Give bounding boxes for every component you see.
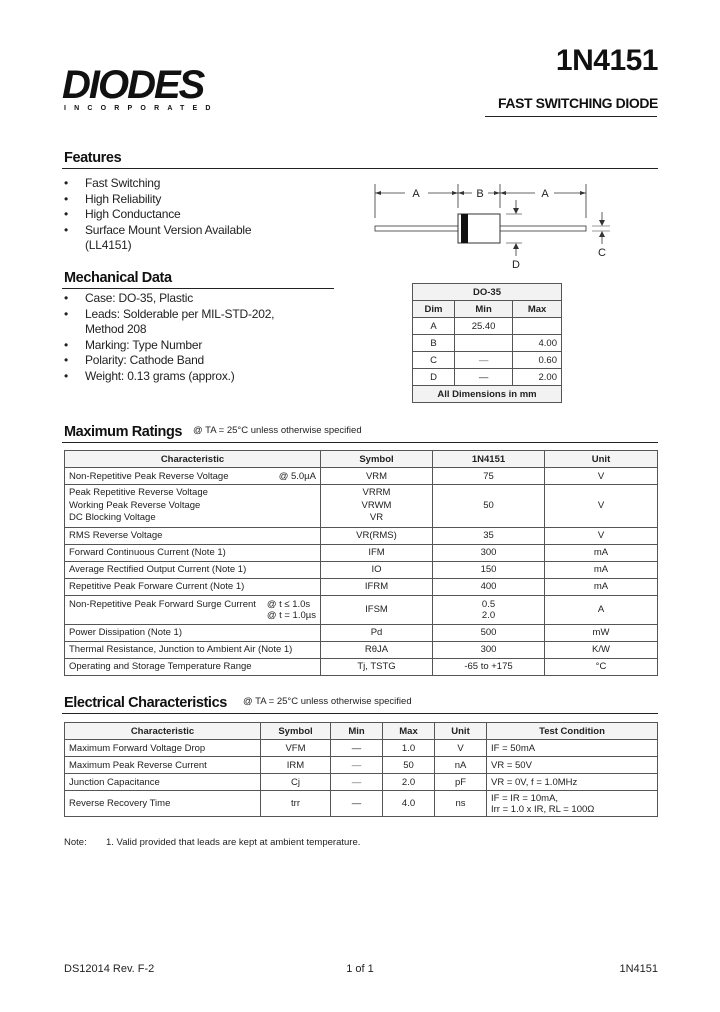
ec-max: 50 [383,757,435,774]
dim-cell: — [455,352,513,369]
dimensions-header: Min [455,301,513,318]
ec-max: 4.0 [383,791,435,817]
mechanical-list [64,291,334,384]
mr-symbol: VRM [321,468,433,485]
dimensions-package: DO-35 [413,284,562,301]
features-rule [62,168,658,169]
table-row [65,578,658,595]
mr-char: Thermal Resistance, Junction to Ambient Air (Note 1) [65,641,321,658]
dim-label-a-left: A [412,188,420,200]
mr-unit: mW [545,624,658,641]
table-row [413,335,562,352]
ec-condition: VR = 0V, f = 1.0MHz [487,774,658,791]
ec-condition: Irr = 1.0 x IR, RL = 100Ω [491,803,595,815]
ec-min: — [331,791,383,817]
table-row [65,624,658,641]
dim-label-c: C [598,247,606,259]
ec-unit: ns [435,791,487,817]
mr-char: Peak Repetitive Reverse Voltage [69,487,208,498]
logo-graphic [62,64,227,114]
dim-cell: — [455,369,513,386]
table-row [65,641,658,658]
ec-condition: IF = 50mA [487,740,658,757]
ec-condition: VR = 50V [487,757,658,774]
mr-cond-group [267,599,316,621]
ec-char: Junction Capacitance [65,774,261,791]
mr-symbol: Tj, TSTG [321,658,433,675]
footer-page: 1 of 1 [346,963,374,975]
dim-cell: 2.00 [513,369,562,386]
mr-char: Repetitive Peak Forware Current (Note 1) [65,578,321,595]
mr-unit: mA [545,544,658,561]
mr-cond: @ t ≤ 1.0s [266,598,311,610]
table-row [65,468,658,485]
ec-min: — [331,757,383,774]
dim-cell: 4.00 [513,335,562,352]
ec-unit: V [435,740,487,757]
mr-char-cell [65,468,321,485]
table-row [65,740,658,757]
max-ratings-table [64,450,658,676]
mr-char: Operating and Storage Temperature Range [65,658,321,675]
package-diagram [360,178,620,268]
dim-cell: C [413,352,455,369]
mechanical-item: • Marking: Type Number [64,338,334,354]
dim-cell [455,335,513,352]
mr-symbol: IFM [321,544,433,561]
mr-symbol: VR(RMS) [321,527,433,544]
ec-symbol: trr [261,791,331,817]
mr-value: -65 to +175 [433,658,545,675]
ec-condition: IF = IR = 10mA, [491,792,559,804]
electrical-condition: @ TA = 25°C unless otherwise specified [243,696,412,707]
mr-char: DC Blocking Voltage [69,512,156,523]
dim-label-b: B [476,188,484,200]
header-rule [485,116,657,117]
mr-char-cell [65,485,321,528]
table-row [65,658,658,675]
ec-condition-cell [487,791,658,817]
dim-cell: 0.60 [513,352,562,369]
ec-unit: nA [435,757,487,774]
feature-item: • High Reliability [64,192,334,208]
table-row [65,561,658,578]
device-subtitle: FAST SWITCHING DIODE [497,95,658,111]
table-row [65,774,658,791]
ec-header: Symbol [261,723,331,740]
mr-char: Non-Repetitive Peak Reverse Voltage [69,470,229,482]
mr-unit: °C [545,658,658,675]
mr-symbol: VR [369,512,384,523]
ec-max: 1.0 [383,740,435,757]
mr-unit: V [545,468,658,485]
ec-symbol: VFM [261,740,331,757]
electrical-table [64,722,658,817]
table-row [65,544,658,561]
mr-value: 300 [433,641,545,658]
feature-item: • High Conductance [64,207,334,223]
ec-symbol: IRM [261,757,331,774]
part-number-title: 1N4151 [555,44,658,77]
diodes-logo [62,64,227,114]
mr-symbol: IFRM [321,578,433,595]
mr-value: 75 [433,468,545,485]
dim-cell [513,318,562,335]
table-row [65,485,658,528]
electrical-rule [62,713,658,714]
mr-char: RMS Reverse Voltage [65,527,321,544]
mr-symbol: IFSM [321,595,433,624]
table-row [413,318,562,335]
mr-symbol: IO [321,561,433,578]
mr-char: Power Dissipation (Note 1) [65,624,321,641]
note-text: 1. Valid provided that leads are kept at ambient temperature. [106,837,361,848]
table-row [413,352,562,369]
dim-cell: B [413,335,455,352]
mechanical-item: • Weight: 0.13 grams (approx.) [64,369,334,385]
mr-unit: K/W [545,641,658,658]
dim-cell: 25.40 [455,318,513,335]
mr-char: Working Peak Reverse Voltage [69,499,201,511]
max-ratings-title: Maximum Ratings [64,424,183,440]
mechanical-item: • Case: DO-35, Plastic [64,291,334,307]
features-title: Features [64,150,122,166]
ec-char: Maximum Peak Reverse Current [65,757,261,774]
mr-value: 0.5 [481,598,496,610]
mr-unit: mA [545,561,658,578]
ec-unit: pF [435,774,487,791]
ec-char: Reverse Recovery Time [65,791,261,817]
ec-header: Characteristic [65,723,261,740]
mr-unit: V [545,527,658,544]
mr-symbol-cell [321,485,433,528]
ec-symbol: Cj [261,774,331,791]
mr-header: Characteristic [65,451,321,468]
ec-header: Test Condition [487,723,658,740]
mr-char: Average Rectified Output Current (Note 1) [65,561,321,578]
electrical-title: Electrical Characteristics [64,695,227,711]
feature-item-line: Surface Mount Version Available [85,222,252,237]
mechanical-rule [62,288,334,289]
ec-min: — [331,740,383,757]
mr-value: 35 [433,527,545,544]
note-label: Note: [64,837,87,848]
mr-value: 50 [433,485,545,528]
mechanical-item [64,307,334,338]
table-row [413,369,562,386]
dim-cell: D [413,369,455,386]
dimensions-footer: All Dimensions in mm [413,386,562,403]
mr-value-cell [433,595,545,624]
mr-symbol: VRRM [362,487,391,498]
ec-header: Min [331,723,383,740]
ec-max: 2.0 [383,774,435,791]
mr-char: Forward Continuous Current (Note 1) [65,544,321,561]
mechanical-item: • Polarity: Cathode Band [64,353,334,369]
ec-header: Max [383,723,435,740]
mechanical-item-line: Method 208 [85,322,147,336]
mechanical-title: Mechanical Data [64,270,172,286]
feature-item [64,223,334,254]
mr-header: Symbol [321,451,433,468]
mr-symbol: RθJA [321,641,433,658]
mr-unit: A [545,595,658,624]
max-ratings-condition: @ TA = 25°C unless otherwise specified [193,425,362,436]
features-list [64,176,334,254]
table-row [65,527,658,544]
ec-char: Maximum Forward Voltage Drop [65,740,261,757]
logo-wordmark: DIODES [62,64,204,107]
mr-header: Unit [545,451,658,468]
footer-doc-id: DS12014 Rev. F-2 [64,963,155,975]
feature-item: • Fast Switching [64,176,334,192]
mr-char-cell [65,595,321,624]
mr-value: 150 [433,561,545,578]
mr-header: 1N4151 [433,451,545,468]
mr-value: 300 [433,544,545,561]
max-ratings-rule [62,442,658,443]
mr-unit: mA [545,578,658,595]
mr-cond: @ 5.0µA [278,470,316,482]
mr-cond: @ t = 1.0µs [266,609,316,621]
table-row [65,791,658,817]
dimensions-header: Dim [413,301,455,318]
mechanical-item-line: Leads: Solderable per MIL-STD-202, [85,306,275,321]
ec-header: Unit [435,723,487,740]
mr-symbol: Pd [321,624,433,641]
mr-value: 2.0 [481,609,496,621]
table-row [65,595,658,624]
mr-value: 400 [433,578,545,595]
do35-outline-drawing [360,178,620,268]
ec-min: — [331,774,383,791]
dim-label-d: D [512,259,520,268]
dimensions-table [412,283,562,403]
dimensions-header: Max [513,301,562,318]
logo-subtext: INCORPORATED [64,105,219,112]
dim-label-a-right: A [541,188,549,200]
footer-part: 1N4151 [619,963,658,975]
mr-symbol: VRWM [361,499,392,511]
dim-cell: A [413,318,455,335]
feature-item-line: (LL4151) [85,238,132,252]
mr-char: Non-Repetitive Peak Forward Surge Current [69,598,256,610]
mr-unit: V [545,485,658,528]
table-row [65,757,658,774]
mr-value: 500 [433,624,545,641]
